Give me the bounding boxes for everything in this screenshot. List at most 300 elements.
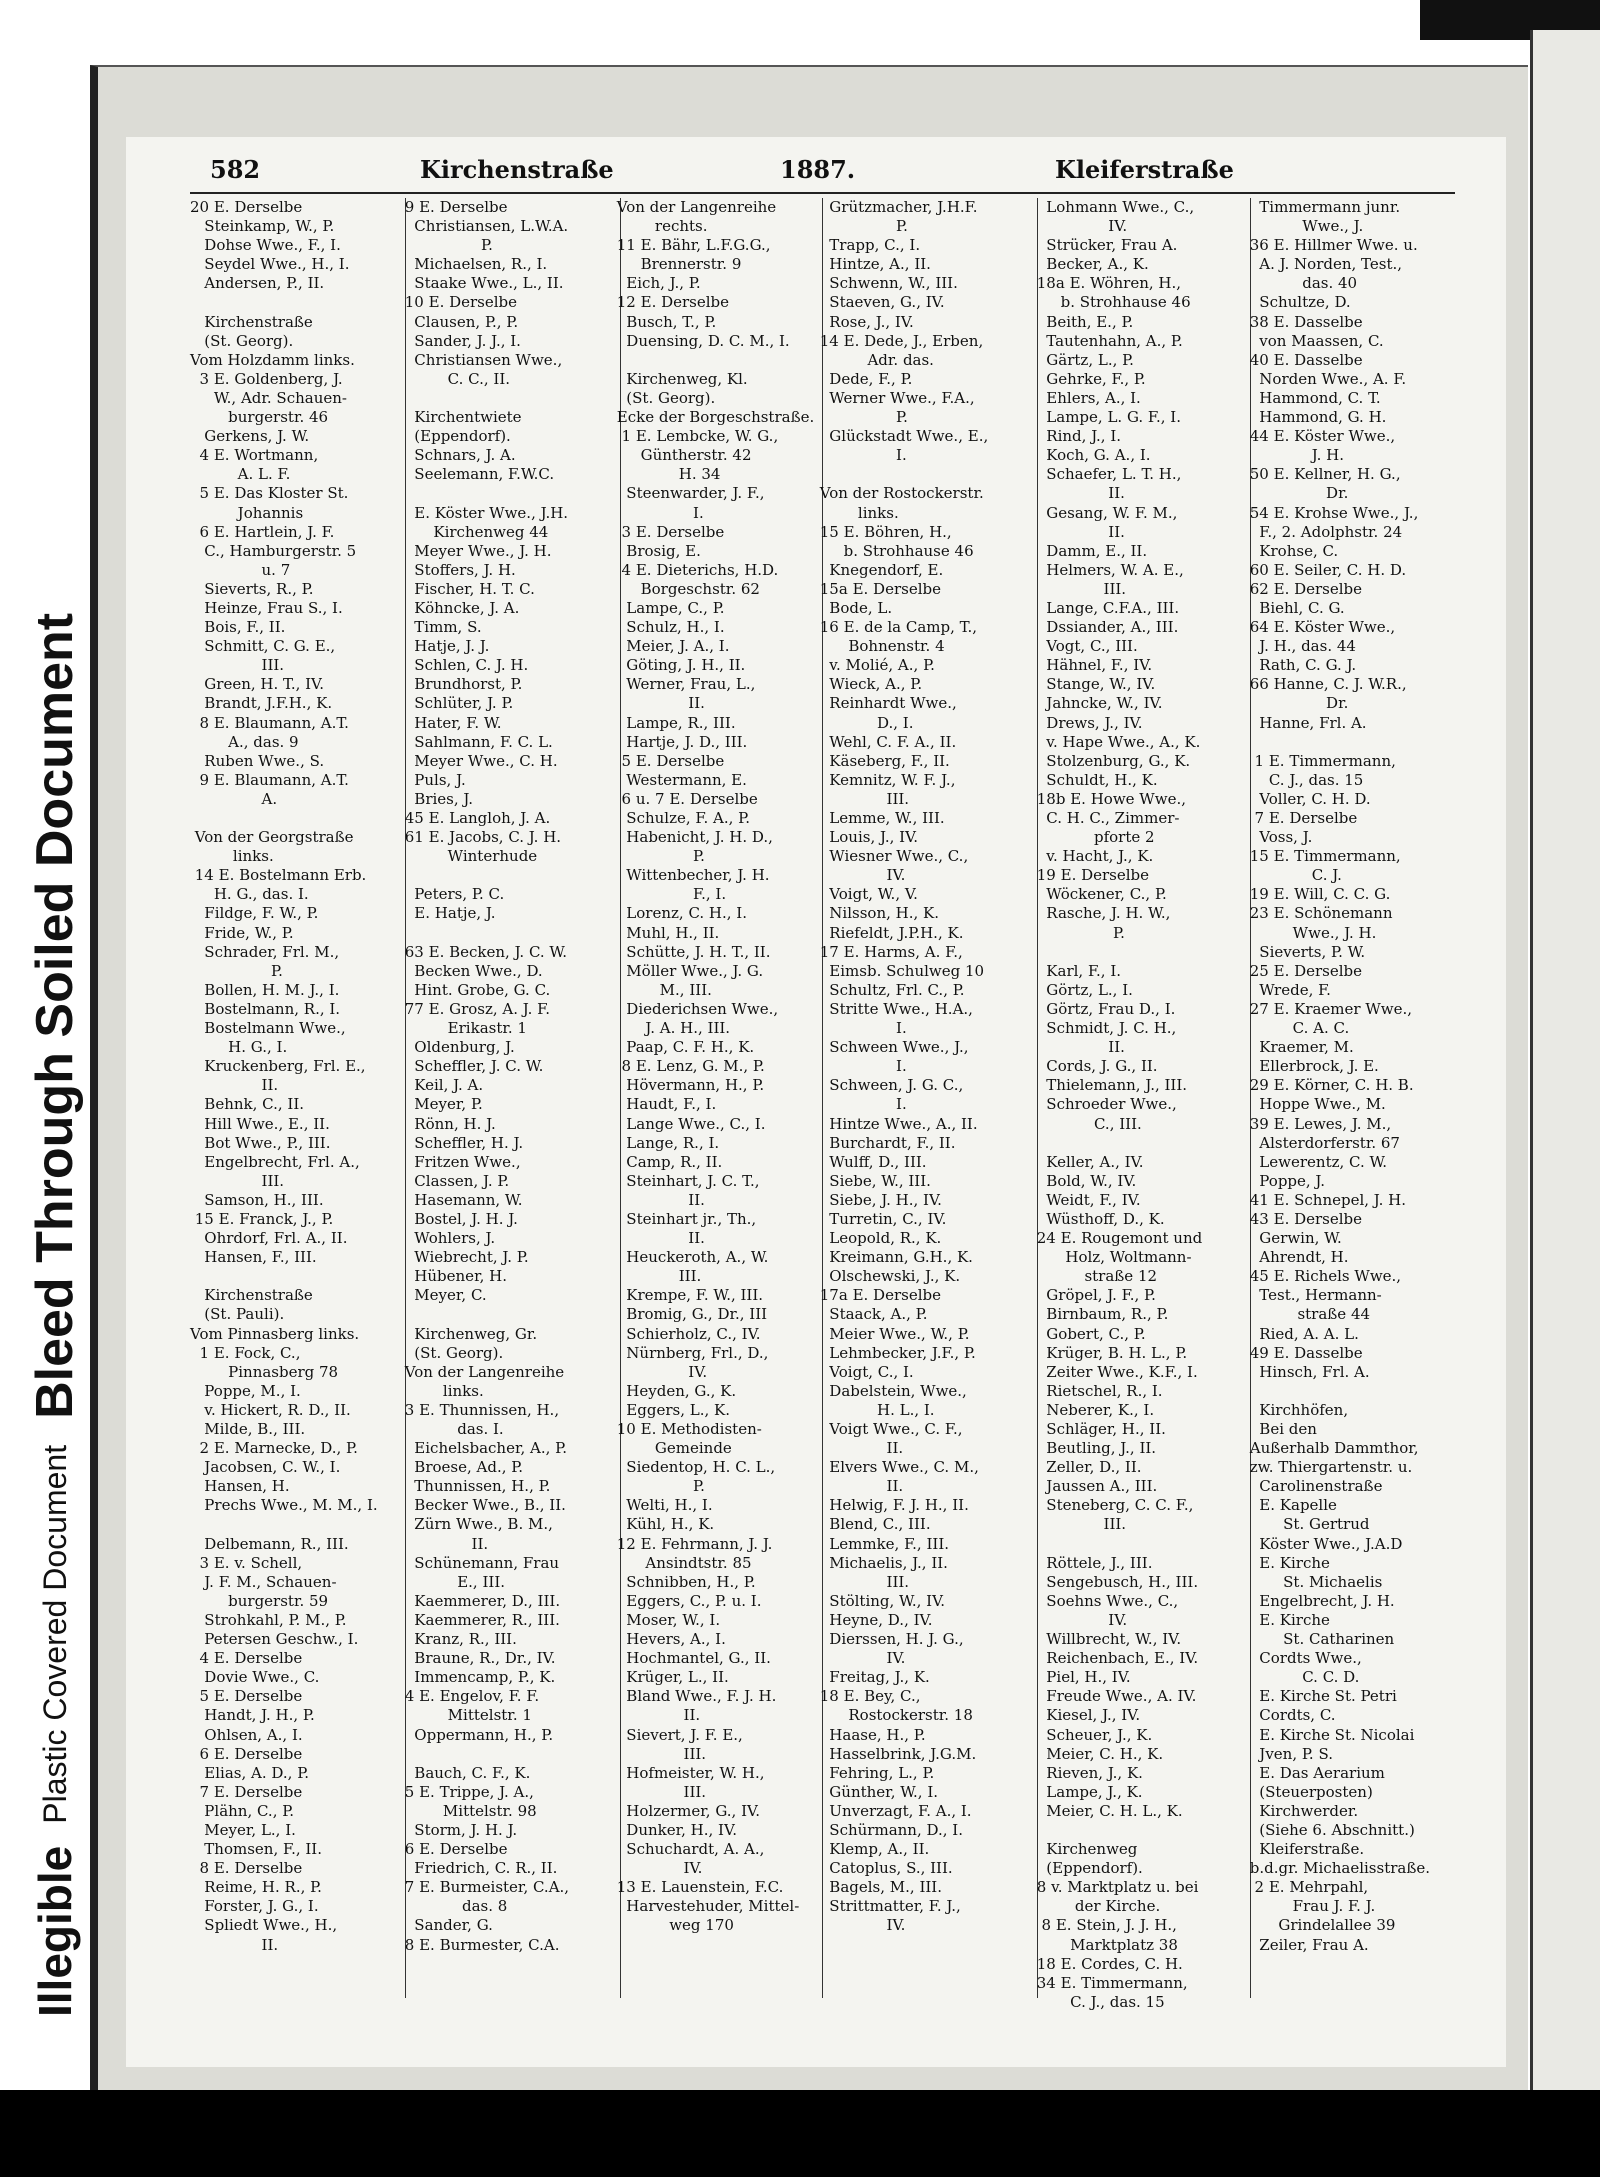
directory-entry: 1 E. Timmermann, (1245, 751, 1396, 770)
directory-entry: Schaefer, L. T. H., (1032, 465, 1182, 484)
directory-entry: Außerhalb Dammthor, (1245, 1439, 1419, 1458)
directory-entry: Kühl, H., K. (612, 1515, 715, 1534)
directory-entry: 11 E. Bähr, L.F.G.G., (612, 236, 771, 255)
directory-entry: Haase, H., P. (815, 1725, 926, 1744)
directory-entry: 45 E. Langloh, J. A. (400, 809, 551, 827)
directory-entry: III. (815, 789, 910, 808)
directory-entry: C. J., das. 15 (1245, 770, 1364, 789)
directory-entry: Wiesner Wwe., C., (815, 847, 969, 866)
directory-entry: Schlen, C. J. H. (400, 656, 529, 675)
directory-entry: Schween Wwe., J., (815, 1038, 969, 1057)
directory-entry: Strittmatter, F. J., (815, 1897, 961, 1916)
directory-entry: Möller Wwe., J. G. (612, 961, 764, 980)
directory-entry: Hater, F. W. (400, 713, 502, 732)
directory-entry: Christiansen Wwe., (400, 350, 563, 369)
directory-entry: Rieven, J., K. (1032, 1763, 1143, 1782)
directory-entry: Zeiter Wwe., K.F., I. (1032, 1362, 1198, 1381)
directory-entry: Gehrke, F., P. (1032, 369, 1146, 388)
directory-entry: Moser, W., I. (612, 1610, 721, 1629)
directory-entry: Vom Pinnasberg links. (190, 1324, 360, 1343)
directory-entry: Schläger, H., II. (1032, 1420, 1166, 1438)
directory-entry: II. (190, 1935, 279, 1954)
directory-entry: Staake Wwe., L., II. (400, 274, 564, 293)
directory-entry: der Kirche. (1032, 1897, 1161, 1916)
directory-entry (190, 1267, 378, 1286)
directory-entry (400, 484, 569, 503)
directory-entry: 5 E. Das Kloster St. (190, 484, 349, 503)
directory-entry: E. Köster Wwe., J.H. (400, 503, 569, 522)
directory-entry: 66 Hanne, C. J. W.R., (1245, 675, 1407, 694)
directory-entry: Oldenburg, J. (400, 1038, 515, 1057)
directory-entry (400, 1305, 569, 1324)
directory-entry: Fischer, H. T. C. (400, 579, 535, 598)
directory-entry: Lange, C.F.A., III. (1032, 598, 1180, 617)
directory-entry: 9 E. Blaumann, A.T. (190, 770, 349, 789)
directory-entry: W., Adr. Schauen- (190, 388, 347, 407)
directory-entry: Classen, J. P. (400, 1171, 510, 1190)
directory-entry: Meier Wwe., W., P. (815, 1324, 970, 1343)
directory-column-4 (815, 198, 988, 1936)
directory-entry: I. (815, 446, 907, 465)
directory-entry: rechts. (612, 217, 708, 236)
directory-entry: Dr. (1245, 694, 1349, 713)
directory-entry: Klemp, A., II. (815, 1840, 930, 1859)
directory-entry: Voigt, W., V. (815, 885, 918, 904)
directory-entry: III. (190, 656, 285, 675)
directory-entry: Lampe, C., P. (612, 598, 725, 617)
directory-entry: links. (400, 1381, 484, 1400)
directory-entry: Stölting, W., IV. (815, 1591, 946, 1610)
directory-entry: Meyer, P. (400, 1095, 483, 1114)
directory-entry: Michaelis, J., II. (815, 1553, 948, 1572)
directory-entry: Eimsb. Schulweg 10 (815, 961, 985, 980)
directory-entry: Schween, J. G. C., (815, 1076, 964, 1095)
directory-entry: Schnars, J. A. (400, 446, 516, 465)
directory-entry: Willbrecht, W., IV. (1032, 1630, 1182, 1649)
banner-plastic: Plastic Covered Document (36, 1444, 73, 1824)
directory-entry: Hasselbrink, J.G.M. (815, 1744, 977, 1763)
directory-entry: Kreimann, G.H., K. (815, 1248, 973, 1267)
directory-entry: H. G., I. (190, 1038, 288, 1057)
directory-entry: v. Hape Wwe., A., K. (1032, 732, 1201, 751)
directory-entry: Lampe, J., K. (1032, 1782, 1143, 1801)
directory-entry: (Eppendorf). (1032, 1859, 1143, 1878)
directory-entry: Wittenbecher, J. H. (612, 866, 770, 885)
directory-entry: Wohlers, J. (400, 1229, 496, 1248)
directory-entry: Rasche, J. H. W., (1032, 904, 1171, 923)
directory-entry: Sieverts, R., P. (190, 579, 314, 598)
directory-entry: Günther, W., I. (815, 1782, 939, 1801)
directory-entry: Krohse, C. (1245, 541, 1339, 560)
directory-entry: III. (815, 1572, 910, 1591)
directory-entry: Schierholz, C., IV. (612, 1324, 761, 1343)
directory-entry: Puls, J. (400, 770, 466, 789)
directory-entry: I. (815, 1095, 907, 1114)
directory-entry: II. (1032, 522, 1125, 541)
directory-entry: Poppe, M., I. (190, 1381, 301, 1400)
directory-entry: 17 E. Harms, A. F., (815, 942, 963, 961)
directory-entry: IV. (1032, 217, 1128, 236)
directory-entry: Christiansen, L.W.A. (400, 217, 569, 236)
directory-entry: (Steuerposten) (1245, 1782, 1373, 1801)
directory-entry: Elias, A. D., P. (190, 1763, 310, 1782)
directory-entry: 17a E. Derselbe (815, 1286, 941, 1305)
directory-entry: P. (612, 847, 705, 866)
directory-entry: Nürnberg, Frl., D., (612, 1343, 769, 1362)
facing-page-edge (1530, 30, 1600, 2120)
directory-entry: C., III. (1032, 1114, 1142, 1133)
directory-entry: Bostel, J. H. J. (400, 1209, 518, 1228)
directory-entry: Gärtz, L., P. (1032, 350, 1134, 369)
directory-entry: (Siehe 6. Abschnitt.) (1245, 1820, 1415, 1839)
directory-entry: 64 E. Köster Wwe., (1245, 618, 1396, 637)
directory-entry: Oppermann, H., P. (400, 1725, 554, 1744)
directory-entry: 38 E. Dasselbe (1245, 312, 1363, 331)
directory-entry: Bromig, G., Dr., III (612, 1305, 768, 1324)
directory-entry: Staeven, G., IV. (815, 293, 945, 312)
directory-entry: Schulz, H., I. (612, 618, 725, 637)
directory-entry: Seydel Wwe., H., I. (190, 255, 350, 274)
directory-entry: Schultze, D. (1245, 293, 1351, 312)
directory-entry: Von der Georgstraße (190, 828, 354, 847)
directory-entry: Hoppe Wwe., M. (1245, 1095, 1386, 1114)
directory-entry: Kiesel, J., IV. (1032, 1706, 1141, 1725)
directory-entry: Unverzagt, F. A., I. (815, 1801, 972, 1820)
directory-entry: 36 E. Hillmer Wwe. u. (1245, 236, 1418, 255)
directory-entry: C. C., II. (400, 369, 511, 388)
directory-entry: Pinnasberg 78 (190, 1362, 339, 1381)
directory-entry: (St. Georg). (190, 331, 294, 350)
directory-entry: 19 E. Will, C. C. G. (1245, 885, 1391, 904)
directory-entry: Zürn Wwe., B. M., (400, 1515, 553, 1534)
directory-entry: Hanne, Frl. A. (1245, 713, 1367, 732)
directory-entry: Steinhart jr., Th., (612, 1209, 757, 1228)
directory-entry: Hintze, A., II. (815, 255, 931, 274)
directory-entry: St. Michaelis (1245, 1572, 1383, 1591)
directory-entry: Ruben Wwe., S. (190, 751, 325, 770)
directory-entry: Hammond, G. H. (1245, 408, 1387, 427)
directory-entry: Rath, C. G. J. (1245, 656, 1357, 675)
directory-entry: Mittelstr. 98 (400, 1801, 537, 1820)
directory-entry: Köster Wwe., J.A.D (1245, 1534, 1403, 1553)
directory-entry: Thomsen, F., II. (190, 1840, 322, 1859)
directory-entry: Scheuer, J., K. (1032, 1725, 1153, 1744)
directory-entry: Zeller, D., II. (1032, 1458, 1142, 1477)
directory-entry: Lemmke, F., III. (815, 1534, 950, 1553)
banner-bleed: Bleed Through Soiled Document (26, 612, 84, 1419)
directory-entry: Voigt Wwe., C. F., (815, 1420, 963, 1438)
directory-entry: Kruckenberg, Frl. E., (190, 1057, 366, 1076)
scan-bottom-edge (0, 2090, 1600, 2177)
directory-entry: Kirchentwiete (400, 408, 522, 427)
directory-entry: E. Hatje, J. (400, 904, 496, 923)
directory-entry: Peters, P. C. (400, 885, 505, 904)
directory-entry: (St. Georg). (612, 388, 716, 407)
directory-entry: C. C. D. (1245, 1668, 1360, 1687)
directory-entry: Schuchardt, A. A., (612, 1840, 765, 1859)
directory-entry: Becken Wwe., D. (400, 961, 543, 980)
directory-entry: II. (400, 1534, 489, 1553)
directory-entry: A. L. F. (190, 465, 291, 484)
directory-entry: Clausen, P., P. (400, 312, 519, 331)
directory-entry: v. Hickert, R. D., II. (190, 1400, 351, 1419)
directory-entry: Hasemann, W. (400, 1190, 523, 1209)
directory-entry: Hansen, H. (190, 1477, 290, 1496)
directory-entry: Güntherstr. 42 (612, 446, 752, 465)
directory-entry: Voller, C. H. D. (1245, 789, 1371, 808)
directory-entry: Meier, J. A., I. (612, 637, 730, 656)
directory-entry: Habenicht, J. H. D., (612, 828, 773, 847)
directory-entry: Turretin, C., IV. (815, 1209, 947, 1228)
directory-entry: Kirchenweg, Kl. (612, 369, 748, 388)
directory-entry: Helwig, F. J. H., II. (815, 1496, 969, 1515)
directory-entry: 6 E. Derselbe (400, 1840, 508, 1859)
directory-entry: III. (612, 1782, 707, 1801)
directory-entry: Petersen Geschw., I. (190, 1630, 359, 1649)
directory-entry: Schnibben, H., P. (612, 1572, 756, 1591)
directory-entry: 12 E. Fehrmann, J. J. (612, 1534, 773, 1553)
directory-entry: 18b E. Howe Wwe., (1032, 789, 1186, 808)
directory-entry: Hevers, A., I. (612, 1630, 726, 1649)
directory-entry: (St. Georg). (400, 1343, 504, 1362)
directory-entry: 8 v. Marktplatz u. bei (1032, 1878, 1199, 1897)
directory-entry: Rönn, H. J. (400, 1114, 496, 1133)
directory-entry: I. (815, 1057, 907, 1076)
directory-entry: Wüsthoff, D., K. (1032, 1209, 1165, 1228)
directory-entry: 43 E. Derselbe (1245, 1209, 1363, 1228)
directory-entry: Siedentop, H. C. L., (612, 1458, 776, 1477)
directory-entry: 7 E. Derselbe (190, 1782, 303, 1801)
directory-entry: Helmers, W. A. E., (1032, 560, 1184, 579)
directory-entry: 6 u. 7 E. Derselbe (612, 789, 758, 808)
directory-entry: Steenwarder, J. F., (612, 484, 765, 503)
directory-entry: links. (815, 503, 899, 522)
directory-entry: 8 E. Derselbe (190, 1859, 303, 1878)
directory-entry: Dr. (1245, 484, 1349, 503)
directory-entry: Freude Wwe., A. IV. (1032, 1687, 1197, 1706)
directory-entry: St. Catharinen (1245, 1630, 1395, 1649)
directory-entry: 15 E. Böhren, H., (815, 522, 952, 541)
directory-entry: IV. (815, 1916, 906, 1935)
directory-entry: Reime, H. R., P. (190, 1878, 322, 1897)
directory-entry: Sengebusch, H., III. (1032, 1572, 1199, 1591)
header-rule (190, 192, 1455, 194)
directory-entry: 15a E. Derselbe (815, 579, 941, 598)
directory-entry: Meyer, C. (400, 1286, 487, 1305)
directory-entry: Harvestehuder, Mittel- (612, 1897, 800, 1916)
directory-entry: Heyden, G., K. (612, 1381, 737, 1400)
directory-entry: Gobert, C., P. (1032, 1324, 1146, 1343)
directory-entry: 1 E. Fock, C., (190, 1343, 301, 1362)
directory-entry (1032, 1535, 1202, 1554)
directory-entry: 23 E. Schönemann (1245, 904, 1393, 923)
directory-entry: 2 E. Marnecke, D., P. (190, 1439, 358, 1458)
directory-entry: Ahrendt, H. (1245, 1248, 1349, 1267)
directory-entry: Alsterdorferstr. 67 (1245, 1133, 1400, 1152)
directory-entry: Rietschel, R., I. (1032, 1381, 1163, 1400)
directory-entry: Vom Holzdamm links. (190, 350, 355, 369)
directory-entry: A. (190, 789, 278, 808)
directory-entry: Bei den (1245, 1420, 1317, 1438)
directory-entry: St. Gertrud (1245, 1515, 1370, 1534)
directory-entry: Schwenn, W., III. (815, 274, 958, 293)
directory-entry: 77 E. Grosz, A. J. F. (400, 999, 551, 1018)
directory-entry: Marktplatz 38 (1032, 1935, 1178, 1954)
directory-entry: Kleiferstraße. (1245, 1840, 1365, 1859)
directory-entry: 54 E. Krohse Wwe., J., (1245, 503, 1419, 522)
directory-entry: Fritzen Wwe., (400, 1152, 521, 1171)
directory-entry: Delbemann, R., III. (190, 1534, 349, 1553)
directory-entry: Milde, B., III. (190, 1420, 306, 1438)
directory-entry: Hövermann, H., P. (612, 1076, 765, 1095)
directory-entry: Göting, J. H., II. (612, 656, 746, 675)
directory-entry: Forster, J. G., I. (190, 1897, 319, 1916)
directory-entry: Neberer, K., I. (1032, 1400, 1155, 1419)
directory-entry: Muhl, H., II. (612, 923, 720, 942)
directory-entry: 24 E. Rougemont und (1032, 1229, 1203, 1248)
directory-entry: Beith, E., P. (1032, 312, 1134, 331)
directory-entry: Dierssen, H. J. G., (815, 1630, 964, 1649)
directory-entry: Ohlsen, A., I. (190, 1725, 303, 1744)
directory-entry: Westermann, E. (612, 770, 747, 789)
directory-entry: 6 E. Hartlein, J. F. (190, 522, 335, 541)
directory-entry: Seelemann, F.W.C. (400, 465, 555, 484)
directory-entry: Holzermer, G., IV. (612, 1801, 760, 1820)
directory-entry: Von der Langenreihe (612, 198, 777, 216)
directory-entry: Steneberg, C. C. F., (1032, 1496, 1194, 1515)
directory-entry: 14 E. Dede, J., Erben, (815, 331, 984, 350)
directory-entry (1245, 733, 1430, 752)
directory-entry: Sander, J. J., I. (400, 331, 521, 350)
directory-entry: H. G., das. I. (190, 885, 309, 904)
directory-entry: J. H., das. 44 (1245, 637, 1356, 656)
directory-entry: Engelbrecht, J. H. (1245, 1591, 1395, 1610)
directory-entry: 19 E. Derselbe (1032, 866, 1150, 885)
directory-entry: Sieverts, P. W. (1245, 942, 1366, 961)
directory-entry: b. Strohhause 46 (815, 541, 974, 560)
directory-entry: Fehring, L., P. (815, 1763, 935, 1782)
directory-entry: Trapp, C., I. (815, 236, 921, 255)
directory-entry: Eggers, C., P. u. I. (612, 1591, 762, 1610)
directory-entry: Mittelstr. 1 (400, 1706, 532, 1725)
directory-entry (1032, 1821, 1202, 1840)
directory-entry: 16 E. de la Camp, T., (815, 618, 977, 637)
directory-entry: Catoplus, S., III. (815, 1859, 953, 1878)
directory-column-6 (1245, 198, 1430, 1955)
directory-entry: Duensing, D. C. M., I. (612, 331, 790, 350)
directory-entry: Reichenbach, E., IV. (1032, 1649, 1199, 1668)
directory-entry: 15 E. Timmermann, (1245, 847, 1401, 866)
directory-entry: Meyer Wwe., J. H. (400, 541, 552, 560)
directory-entry: Ecke der Borgeschstraße. (612, 408, 815, 427)
directory-entry: Becker, A., K. (1032, 255, 1149, 274)
directory-entry: Scheffler, H. J. (400, 1133, 524, 1152)
directory-entry: Jacobsen, C. W., I. (190, 1458, 341, 1477)
directory-entry: C. J. (1245, 866, 1342, 885)
directory-entry: Wwe., J. (1245, 217, 1364, 236)
directory-entry: Rind, J., I. (1032, 427, 1122, 446)
directory-entry: Thielemann, J., III. (1032, 1076, 1188, 1095)
directory-entry: 61 E. Jacobs, C. J. H. (400, 828, 562, 847)
directory-entry: 8 E. Burmester, C.A. (400, 1935, 560, 1954)
directory-entry: C. A. C. (1245, 1019, 1350, 1038)
directory-entry: Cords, J. G., II. (1032, 1057, 1158, 1076)
directory-entry: Wehl, C. F. A., II. (815, 732, 957, 751)
directory-entry: Lange, R., I. (612, 1133, 720, 1152)
directory-entry: Green, H. T., IV. (190, 675, 325, 694)
directory-entry: 27 E. Kraemer Wwe., (1245, 999, 1413, 1018)
directory-entry: Hill Wwe., E., II. (190, 1114, 330, 1133)
directory-entry: (Eppendorf). (400, 427, 511, 446)
directory-entry: E. Kirche (1245, 1553, 1330, 1572)
directory-entry: Cordts, C. (1245, 1706, 1336, 1725)
directory-entry: Kirchenstraße (190, 1286, 313, 1305)
directory-entry: Von der Rostockerstr. (815, 484, 984, 503)
directory-entry: Cordts Wwe., (1245, 1649, 1362, 1668)
directory-entry: 7 E. Burmeister, C.A., (400, 1878, 570, 1897)
directory-entry: Schulze, F. A., P. (612, 809, 750, 827)
directory-entry: Engelbrecht, Frl. A., (190, 1152, 360, 1171)
directory-entry: 63 E. Becken, J. C. W. (400, 942, 567, 961)
directory-entry (1245, 1382, 1430, 1401)
directory-entry: 10 E. Derselbe (400, 293, 518, 312)
directory-entry: Keil, J. A. (400, 1076, 484, 1095)
directory-entry: Birnbaum, R., P. (1032, 1305, 1169, 1324)
directory-entry: II. (1032, 1038, 1125, 1057)
directory-entry: Gemeinde (612, 1439, 732, 1458)
directory-entry: J. A. H., III. (612, 1019, 731, 1038)
directory-entry (612, 351, 814, 370)
directory-entry: Camp, R., II. (612, 1152, 723, 1171)
directory-entry: 25 E. Derselbe (1245, 961, 1363, 980)
directory-entry: b. Strohhause 46 (1032, 293, 1191, 312)
directory-entry: D., I. (815, 713, 914, 732)
directory-column-2 (400, 198, 569, 1955)
directory-entry: P. (1032, 923, 1125, 942)
directory-entry: Wöckener, C., P. (1032, 885, 1167, 904)
directory-entry: Piel, H., IV. (1032, 1668, 1131, 1687)
directory-entry: Thunnissen, H., P. (400, 1477, 551, 1496)
directory-entry: 20 E. Derselbe (190, 198, 303, 216)
directory-entry: Brundhorst, P. (400, 675, 523, 694)
directory-entry: A. J. Norden, Test., (1245, 255, 1403, 274)
directory-entry: Samson, H., III. (190, 1190, 324, 1209)
directory-entry: II. (815, 1439, 904, 1458)
directory-entry: Leopold, R., K. (815, 1229, 942, 1248)
directory-entry: Hansen, F., III. (190, 1248, 317, 1267)
directory-entry: Kirchenweg (1032, 1840, 1138, 1859)
directory-entry: Bland Wwe., F. J. H. (612, 1687, 777, 1706)
directory-entry: Staack, A., P. (815, 1305, 928, 1324)
directory-entry: Norden Wwe., A. F. (1245, 369, 1407, 388)
directory-entry: Timmermann junr. (1245, 198, 1401, 216)
directory-entry: Eggers, L., K. (612, 1400, 730, 1419)
directory-entry: Schünemann, Frau (400, 1553, 560, 1572)
year: 1887. (780, 155, 856, 184)
directory-entry: 8 E. Lenz, G. M., P. (612, 1057, 765, 1076)
directory-entry: Friedrich, C. R., II. (400, 1859, 558, 1878)
directory-entry: (St. Pauli). (190, 1305, 285, 1324)
directory-entry: Beutling, J., II. (1032, 1439, 1157, 1458)
directory-entry: Meier, C. H., K. (1032, 1744, 1164, 1763)
directory-entry: 29 E. Körner, C. H. B. (1245, 1076, 1414, 1095)
directory-entry: burgerstr. 59 (190, 1591, 329, 1610)
directory-entry: II. (612, 1229, 705, 1248)
directory-entry: Wiebrecht, J. P. (400, 1248, 529, 1267)
directory-entry: Schroeder Wwe., (1032, 1095, 1177, 1114)
directory-entry: E. Kirche St. Petri (1245, 1687, 1397, 1706)
directory-entry: Soehns Wwe., C., (1032, 1591, 1179, 1610)
